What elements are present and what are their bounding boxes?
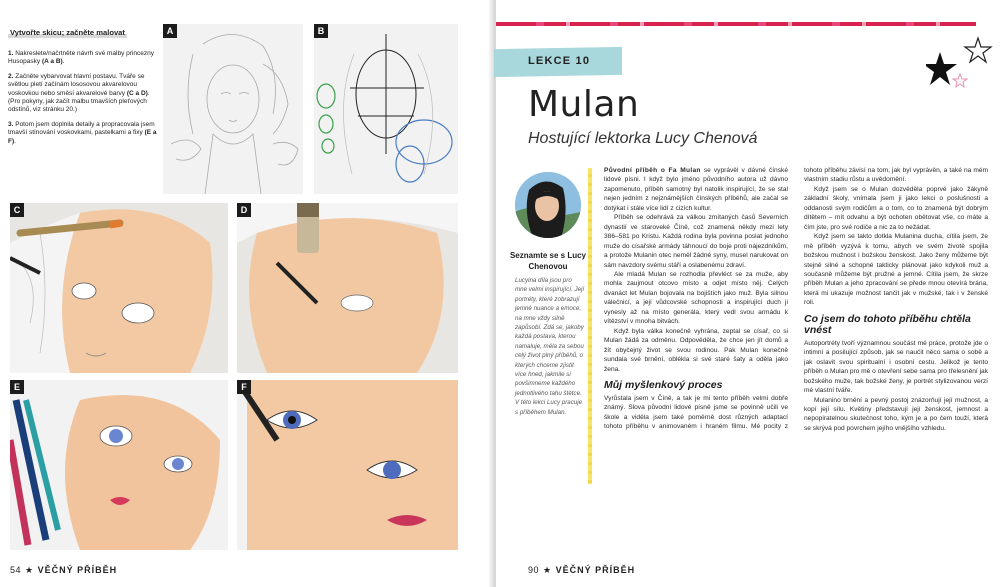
article-paragraph: Když byla válka konečně vyhrána, zeptal se císař, co si Mulan žádá za odměnu. Odpověděla, že chce jen jít domů a žít obyčejný život se svou rodinou. Pak Mulan konečně sundala své brnění, oblékla si své staré šaty a oděla jako žena. <box>604 327 788 373</box>
bio-sidebar <box>501 162 595 492</box>
book-title: VĚČNÝ PŘÍBĚH <box>555 565 636 575</box>
footer-left <box>10 565 117 576</box>
author-avatar <box>515 172 581 238</box>
star-icon: ★ <box>543 565 552 575</box>
page-subtitle: Hostující lektorka Lucy Chenová <box>528 130 758 147</box>
painting-c <box>10 203 228 373</box>
stars-icon <box>926 34 996 94</box>
section-heading: Můj myšlenkový proces <box>604 378 723 391</box>
article-paragraph: Příběh se odehrává za válkou zmítaných časů Severních dynastií ve staroveké Číně, což znamená někdy mezi lety 386–581 po Kristu. Každá rodina byla povinna poslat jednoho muže do císařské armády táhnoucí do boje proti nájezdníkům, a protože Mulanin otec neměl žádné syny, musel narukovat on sám navzdory svému stáří a oslabenému zdraví. <box>604 214 788 269</box>
photo-label: F <box>237 380 251 394</box>
photo-f-painting <box>237 380 458 550</box>
photo-d-painting <box>237 203 458 373</box>
left-page <box>0 0 494 587</box>
article-paragraph: Když jsem se o Mulan dozvěděla poprvé jako žákyně základní školy, vnímala jsem ji jako lekci o poslušnosti a oddanosti svým rodičům a o tom, co to znamená být dobrým dítětem – mít odvahu a být ochoten obětovat vše, co máte a čím jste, pro své rodiče a nic za to nežádat. <box>804 185 988 231</box>
page-number: 54 <box>10 565 22 575</box>
photo-b-guides <box>314 24 458 194</box>
steps-list <box>8 50 158 146</box>
article-paragraph: Autoportréty tvoří významnou součást mé práce, protože jde o intimní a posilující způsob, jak se naučit něco sama o sobě a jak oslavit svou spiritualní i osobní cestu. Jelikož je tento příběh o Mulan pro mě o otevření sebe sama pro třelesnění jak božského muže, tak božské ženy, je portrét stylizovanou verzí mé vlastní tváře. <box>804 339 988 395</box>
painting-d <box>237 203 458 373</box>
article-paragraph: Vyrůstala jsem v Číně, a tak je mi tento příběh velmi dobře známý. Slova původní lidové písně jsme se povinně učili ve škole a viděla jsem také poměrně dost různých adaptací tohoto příběhu v animovaném i hraném filmu. Mé pocity z tohoto příběhu závisí na tom, jak byl vyprávěn, a také na mém vlastním stadiu růstu a uvědomění. <box>604 167 988 431</box>
bio-heading: Seznamte se s Lucy Chenovou <box>509 251 587 271</box>
step-1: 1. Nakreslete/načrtněte návrh své malby princezny Husopasky (A a B). <box>8 50 154 66</box>
photo-label: A <box>163 24 177 38</box>
footer-right <box>528 565 635 576</box>
star-icon: ★ <box>25 565 34 575</box>
bio-text: Lucyina díla jsou pro mne velmi inspirující. Její portréty, které zobrazují jemné nuance a emoce, na mne vždy silně zapůsobí. Zdá se, jakoby každá postava, kterou namaluje, měla za sebou celý život plný příběhů, o kterých chceme zjistit více hned, jakmile si povšimneme každého jednotlivého tahu štětce. V této lekci Lucy pracuje s příběhem Mulan. <box>515 277 585 416</box>
lead-in: Původní příběh o Fa Mulan <box>604 167 701 174</box>
page-number: 90 <box>528 565 540 575</box>
article-paragraph: Mulanino brnění a pevný postoj znázorňují její mužnost, a kopí její sílu. Květiny představují její ženskost, jemnost a nepopiratelnou skutečnost toho, kým je a po čem touží, která se skrývá pod povrchem jejího vnějšího vzhledu. <box>804 396 988 432</box>
photo-label: B <box>314 24 328 38</box>
article-paragraph: Ale mladá Mulan se rozhodla převléct se za muže, aby mohla zaujmout otcovo místo a odjet místo něj. Celých dvanáct let Mulan bojovala na bojištích jako muž. Byla silnou válečnicí, a její vůdcovské schopnosti a inspirující duch ji vynesly až na místo generála, který vedl svou armádu k vítězství v mnoha bitvách. <box>604 270 788 326</box>
photo-label: C <box>10 203 24 217</box>
book-title: VĚČNÝ PŘÍBĚH <box>37 565 118 575</box>
article-paragraph: Když jsem se takto dotkla Mulanina ducha, cítila jsem, že mě příběh vyzývá k tomu, abych ve svém životě spojila božskou mužnost i božskou ženskost. Jako ženy můžeme být stejně silné a schopné takticky plánovat jako kdykoli muž a současně můžeme být pružné a jemné. Cítila jsem, že skrze příběh Mulan a jeho zpracování se přede mnou otevírá brána, která mi ukazuje možnost tančit jak v mužské, tak i v ženské roli. <box>804 233 988 307</box>
section-heading: Co jsem do tohoto příběhu chtěla vnést <box>804 312 971 336</box>
sidebar-title: Vytvořte skicu; začněte malovat <box>10 28 125 37</box>
article-paragraph: Původní příběh o Fa Mulan se vyprávěl v dávné čínské lidové písni. I když bylo jméno původního autora už dávno zapomenuto, příběh samotný byl natolik inspirující, že se stal nejen jedním z nejznámějších čínských příběhů, ale začal se dotýkat i stále více lidí z cizích kultur. <box>604 167 788 212</box>
photo-e-painting <box>10 380 228 550</box>
step-2: 2. Začněte vybarvovat hlavní postavu. Tváře se světlou pletí začínám lososovou akvarelovou voskovkou nebo směsí akvarelové barvy (C a D). (Pro pokyny, jak začít malbu tmavších pleťových odstínů, viz stránku 20.) <box>8 72 150 114</box>
photo-label: E <box>10 380 24 394</box>
right-page <box>496 0 1000 587</box>
article-body <box>604 166 988 558</box>
photo-label: D <box>237 203 251 217</box>
step-3: 3. Potom jsem doplnila detaily a propracovala jsem tmavší stínování voskovkami, pastelkami a fixy (E a F). <box>8 120 157 145</box>
photo-c-painting <box>10 203 228 373</box>
sidebar-instructions <box>8 22 158 152</box>
sketch-b-drawing <box>314 24 458 194</box>
pink-decorative-strip <box>496 22 976 26</box>
photo-a-sketch <box>163 24 303 194</box>
page-title: Mulan <box>528 84 640 125</box>
painting-f <box>237 380 458 550</box>
sketch-a-drawing <box>163 24 303 194</box>
lesson-label: LEKCE 10 <box>528 55 591 67</box>
painting-e <box>10 380 228 550</box>
